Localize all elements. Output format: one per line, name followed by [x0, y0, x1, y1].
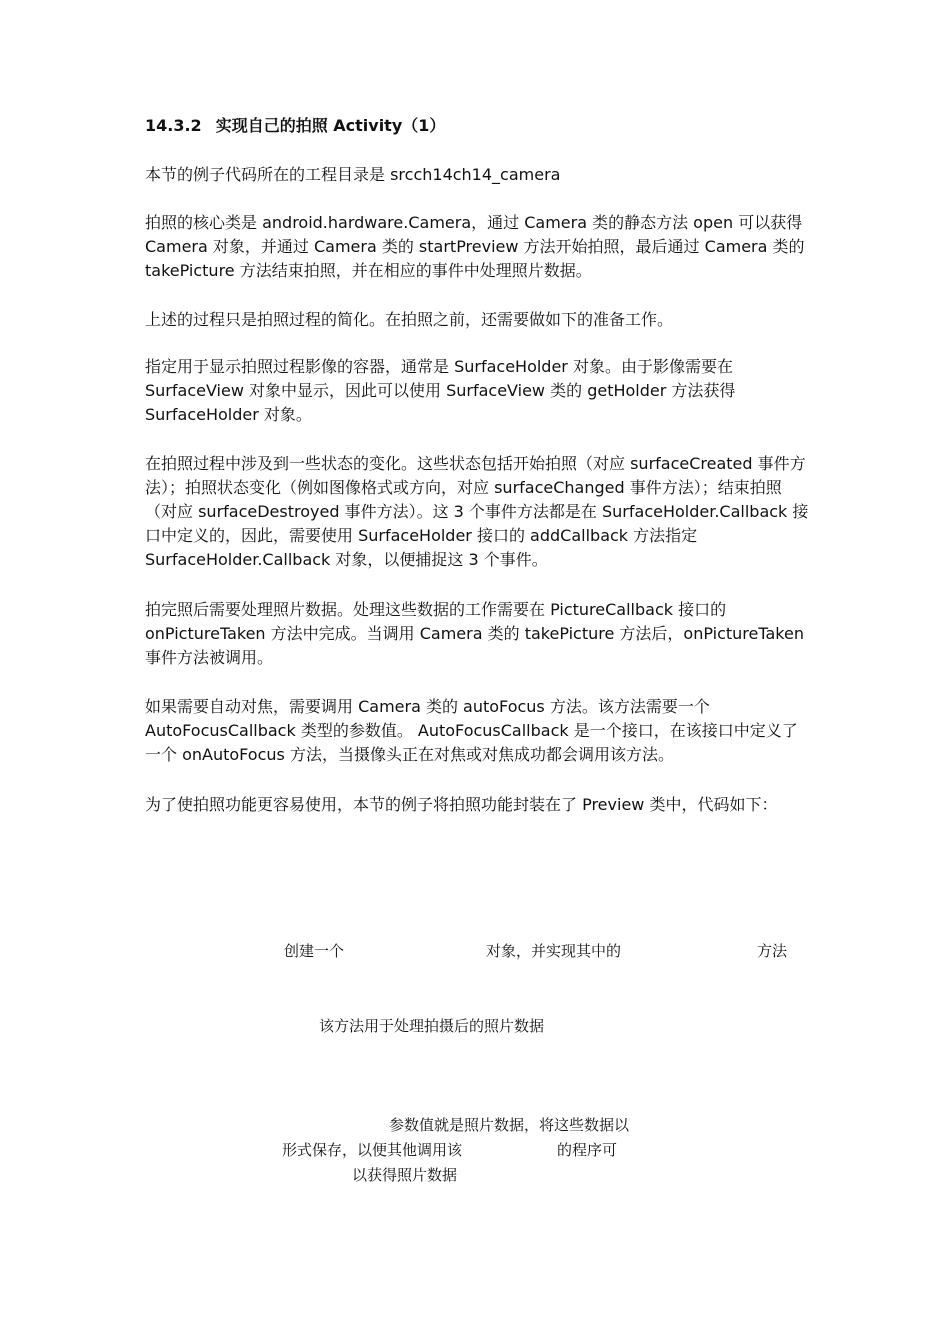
section-title: 实现自己的拍照 Activity（1） — [215, 116, 446, 135]
paragraph-surface-holder: 指定用于显示拍照过程影像的容器，通常是 SurfaceHolder 对象。由于影像需要在 SurfaceView 对象中显示，因此可以使用 SurfaceView 类的 getHolder 方法获得 SurfaceHolder 对象。 — [145, 357, 736, 424]
code-comment-save-form: 形式保存，以便其他调用该 — [282, 1141, 463, 1159]
code-comment-implement: 对象，并实现其中的 — [486, 942, 622, 960]
paragraph-state-events: 在拍照过程中涉及到一些状态的变化。这些状态包括开始拍照（对应 surfaceCreated 事件方法）；拍照状态变化（例如图像格式或方向，对应 surfaceChanged 事件方法）；结束拍照（对应 surfaceDestroyed 事件方法）。这 3 个事件方法都是在 SurfaceHolder.Callback 接口中定义的，因此，需要使用 SurfaceHolder 接口的 addCallback 方法指定 SurfaceHolder.Callback 对象，以便捕捉这 3 个事件。 — [145, 454, 809, 569]
code-comment-get-data: 以获得照片数据 — [352, 1166, 458, 1184]
paragraph-auto-focus: 如果需要自动对焦，需要调用 Camera 类的 autoFocus 方法。该方法需要一个 AutoFocusCallback 类型的参数值。 AutoFocusCallback 是一个接口，在该接口中定义了一个 onAutoFocus 方法，当摄像头正在对焦或对焦成功都会调用该方法。 — [145, 697, 798, 764]
section-heading — [145, 116, 825, 136]
code-comment-method: 方法 — [757, 942, 788, 960]
paragraph-picture-callback: 拍完照后需要处理照片数据。处理这些数据的工作需要在 PictureCallback 接口的 onPictureTaken 方法中完成。当调用 Camera 类的 takePicture 方法后，onPictureTaken 事件方法被调用。 — [145, 600, 804, 667]
code-comment-param-data: 参数值就是照片数据，将这些数据以 — [389, 1116, 630, 1134]
paragraph-camera-core: 拍照的核心类是 android.hardware.Camera，通过 Camera 类的静态方法 open 可以获得 Camera 对象，并通过 Camera 类的 startPreview 方法开始拍照，最后通过 Camera 类的 takePicture 方法结束拍照，并在相应的事件中处理照片数据。 — [145, 213, 805, 280]
code-comment-handle-photo: 该方法用于处理拍摄后的照片数据 — [319, 1017, 545, 1035]
code-comment-program: 的程序可 — [557, 1141, 618, 1159]
paragraph-preview-class: 为了使拍照功能更容易使用，本节的例子将拍照功能封装在了 Preview 类中，代码如下： — [145, 795, 778, 814]
code-comment-create: 创建一个 — [284, 942, 345, 960]
section-number: 14.3.2 — [145, 116, 202, 135]
paragraph-preparation: 上述的过程只是拍照过程的简化。在拍照之前，还需要做如下的准备工作。 — [145, 310, 674, 329]
paragraph-project-dir: 本节的例子代码所在的工程目录是 srcch14ch14_camera — [145, 165, 561, 184]
